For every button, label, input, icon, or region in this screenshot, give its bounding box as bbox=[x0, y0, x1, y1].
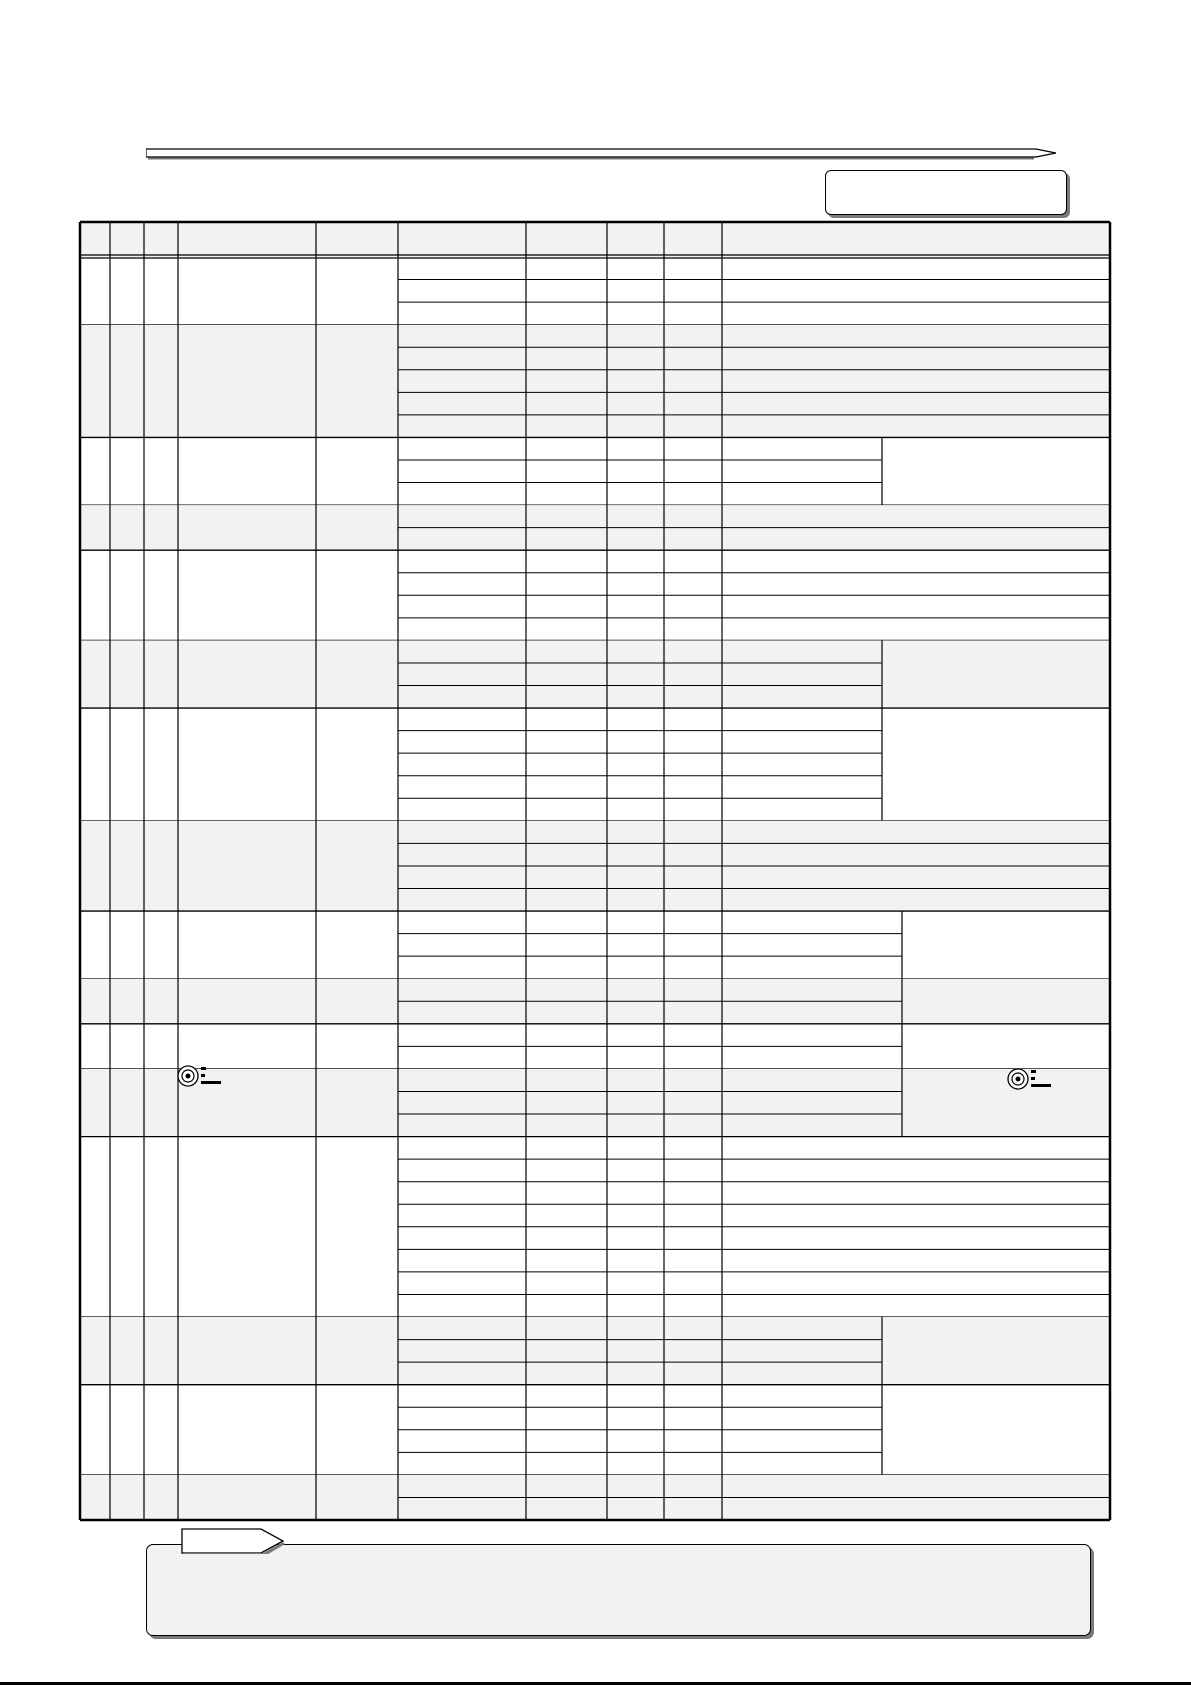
av-jack-icon bbox=[1007, 1065, 1063, 1093]
table-group-shade bbox=[80, 640, 1110, 708]
note-box bbox=[146, 1544, 1091, 1636]
table-header bbox=[80, 222, 1110, 257]
table-group-shade bbox=[80, 1069, 1110, 1137]
av-jack-icon bbox=[177, 1062, 233, 1090]
table-group-shade bbox=[80, 1317, 1110, 1385]
note-tab bbox=[181, 1528, 285, 1554]
table-group-shade bbox=[80, 325, 1110, 438]
